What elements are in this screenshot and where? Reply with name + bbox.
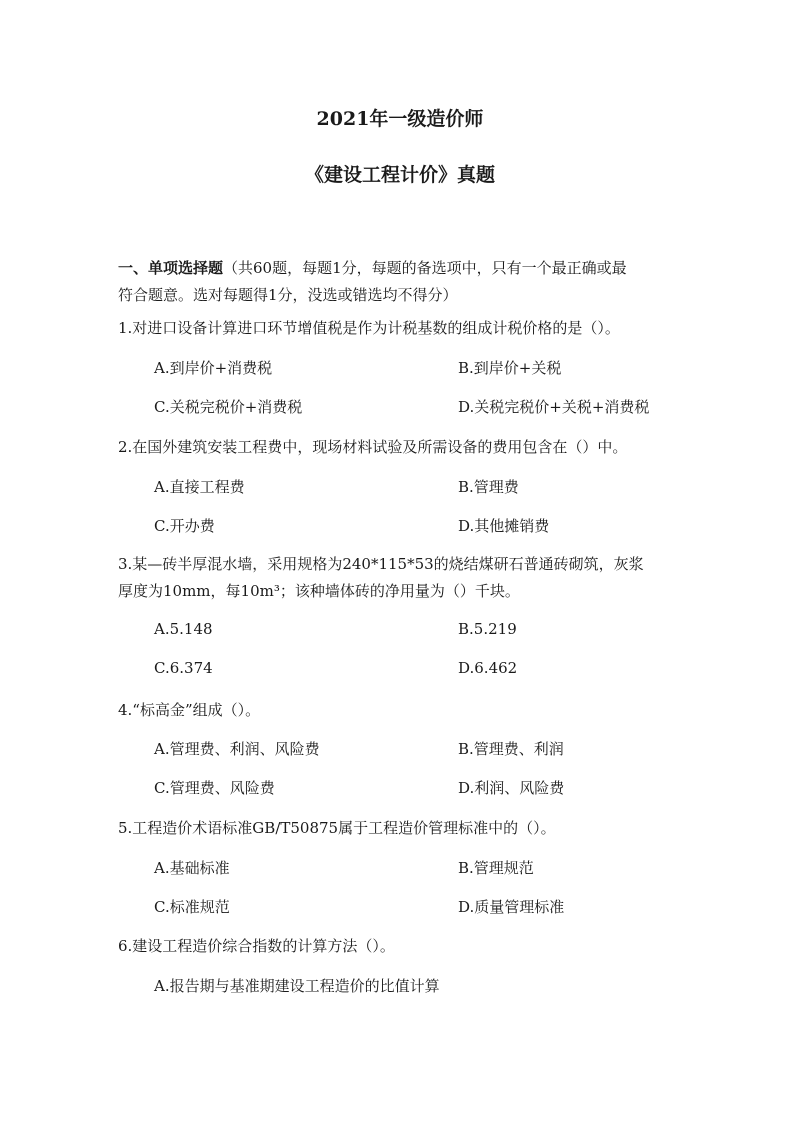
option: B.管理费、利润 (458, 740, 564, 758)
section-note-continued: 符合题意。选对每题得1分，没选或错选均不得分） (118, 286, 458, 304)
document-subtitle: 《建设工程计价》真题 (304, 164, 495, 186)
option: C.开办费 (154, 517, 215, 535)
option: C.关税完税价+消费税 (154, 398, 303, 416)
section-intro (118, 257, 627, 278)
option: C.标准规范 (154, 898, 230, 916)
option: D.其他摊销费 (458, 517, 550, 535)
document-title: 2021年一级造价师 (316, 108, 484, 130)
option: D.6.462 (458, 659, 518, 677)
option: A.到岸价+消费税 (154, 359, 273, 377)
option: D.质量管理标准 (458, 898, 565, 916)
question-text: 4.“标高金”组成（）。 (118, 701, 261, 719)
question-text: 6.建设工程造价综合指数的计算方法（）。 (118, 937, 395, 955)
option: B.到岸价+关税 (458, 359, 562, 377)
option: D.利润、风险费 (458, 779, 565, 797)
question-text: 2.在国外建筑安装工程费中，现场材料试验及所需设备的费用包含在（）中。 (118, 438, 628, 456)
question-text: 3.某—砖半厚混水墙，采用规格为240*115*53的烧结煤研石普通砖砌筑，灰浆 (118, 555, 644, 573)
section-heading: 一、单项选择题 (118, 259, 224, 277)
option: A.5.148 (154, 620, 213, 638)
option: A.报告期与基准期建设工程造价的比值计算 (154, 977, 440, 995)
option: D.关税完税价+关税+消费税 (458, 398, 650, 416)
option: A.直接工程费 (154, 478, 245, 496)
option: A.管理费、利润、风险费 (154, 740, 320, 758)
option: B.管理规范 (458, 859, 534, 877)
option: C.6.374 (154, 659, 213, 677)
option: C.管理费、风险费 (154, 779, 275, 797)
question-text: 5.工程造价术语标准GB/T50875属于工程造价管理标准中的（）。 (118, 819, 556, 837)
section-note: （共60题，每题1分，每题的备选项中，只有一个最正确或最 (223, 259, 627, 277)
question-text-continued: 厚度为10mm，每10m³；该种墙体砖的净用量为（）千块。 (118, 582, 520, 600)
question-text: 1.对进口设备计算进口环节增值税是作为计税基数的组成计税价格的是（）。 (118, 319, 620, 337)
option: B.管理费 (458, 478, 519, 496)
option: A.基础标准 (154, 859, 230, 877)
option: B.5.219 (458, 620, 517, 638)
